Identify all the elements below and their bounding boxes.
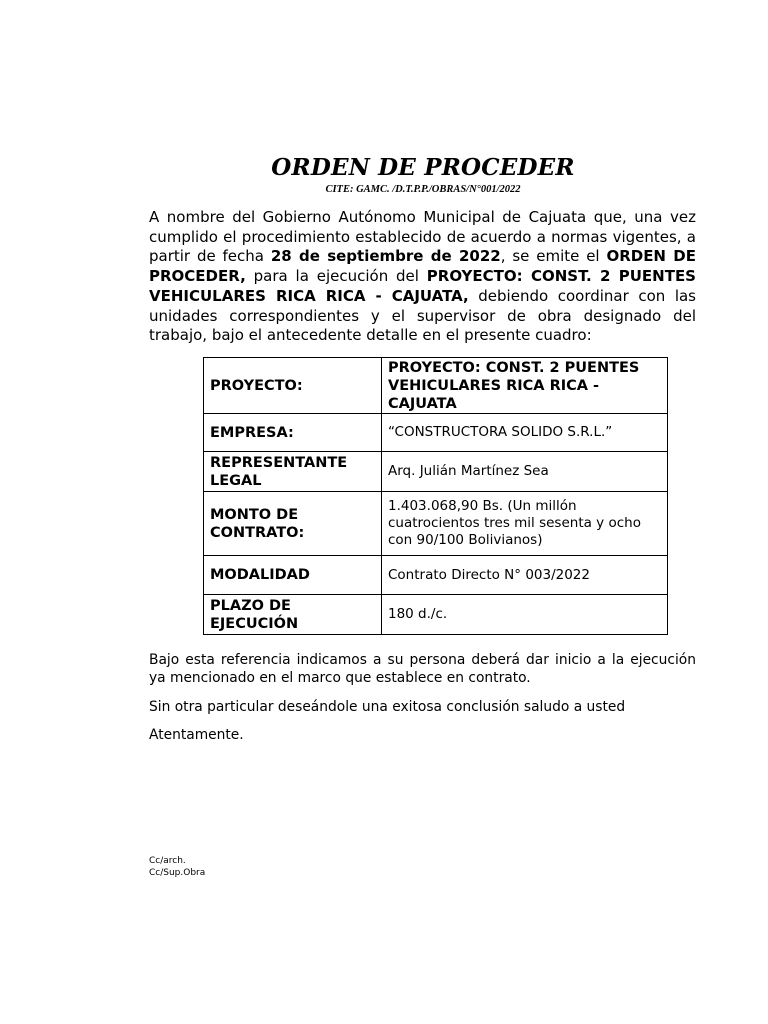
table-row bbox=[204, 452, 668, 492]
row-label: MODALIDAD bbox=[204, 556, 382, 595]
details-table bbox=[203, 357, 668, 635]
table-row bbox=[204, 595, 668, 635]
row-value: “CONSTRUCTORA SOLIDO S.R.L.” bbox=[382, 414, 668, 452]
row-value: 180 d./c. bbox=[382, 595, 668, 635]
intro-order-name: ORDEN DE PROCEDER, bbox=[149, 247, 696, 286]
table-row bbox=[204, 556, 668, 595]
row-label: PROYECTO: bbox=[204, 358, 382, 414]
row-label: EMPRESA: bbox=[204, 414, 382, 452]
intro-text-4: debiendo coordinar con las unidades correspondientes y el supervisor de obra designado del trabajo, bajo el antecedente detalle en el presente cuadro: bbox=[149, 286, 696, 345]
intro-date: 28 de septiembre de 2022 bbox=[270, 247, 501, 266]
cc-item-supervisor: Cc/Sup.Obra bbox=[149, 868, 206, 878]
carbon-copy-list bbox=[149, 855, 205, 879]
table-row bbox=[204, 492, 668, 556]
table-row bbox=[204, 414, 668, 452]
document-title: ORDEN DE PROCEDER bbox=[271, 154, 575, 181]
row-value: Contrato Directo N° 003/2022 bbox=[382, 556, 668, 595]
body-paragraph-2: Sin otra particular deseándole una exitosa conclusión saludo a usted bbox=[149, 699, 626, 715]
table-row bbox=[204, 358, 668, 414]
row-value: Arq. Julián Martínez Sea bbox=[382, 452, 668, 492]
body-paragraph-1: Bajo esta referencia indicamos a su persona deberá dar inicio a la ejecución ya mencionado en el marco que establece en contrato. bbox=[149, 652, 696, 686]
intro-text-1: A nombre del Gobierno Autónomo Municipal de Cajuata que, una vez cumplido el procedimiento establecido de acuerdo a normas vigentes, a partir de fecha bbox=[149, 208, 696, 266]
intro-text-2: , se emite el bbox=[500, 247, 607, 266]
row-label: REPRESENTANTE LEGAL bbox=[204, 452, 382, 492]
closing-text: Atentamente. bbox=[149, 727, 244, 743]
intro-project-name: PROYECTO: CONST. 2 PUENTES VEHICULARES RICA RICA - CAJUATA, bbox=[149, 267, 696, 305]
row-value: 1.403.068,90 Bs. (Un millón cuatrocientos tres mil sesenta y ocho con 90/100 Bolivianos) bbox=[382, 492, 668, 556]
intro-text-3: para la ejecución del bbox=[245, 267, 427, 286]
cite-reference: CITE: GAMC. /D.T.P.P./OBRAS/N°001/2022 bbox=[325, 184, 521, 195]
row-label: MONTO DE CONTRATO: bbox=[204, 492, 382, 556]
intro-paragraph bbox=[149, 208, 696, 346]
row-value: PROYECTO: CONST. 2 PUENTES VEHICULARES RICA RICA - CAJUATA bbox=[382, 358, 668, 414]
cc-item-archive: Cc/arch. bbox=[149, 856, 186, 866]
row-label: PLAZO DE EJECUCIÓN bbox=[204, 595, 382, 635]
